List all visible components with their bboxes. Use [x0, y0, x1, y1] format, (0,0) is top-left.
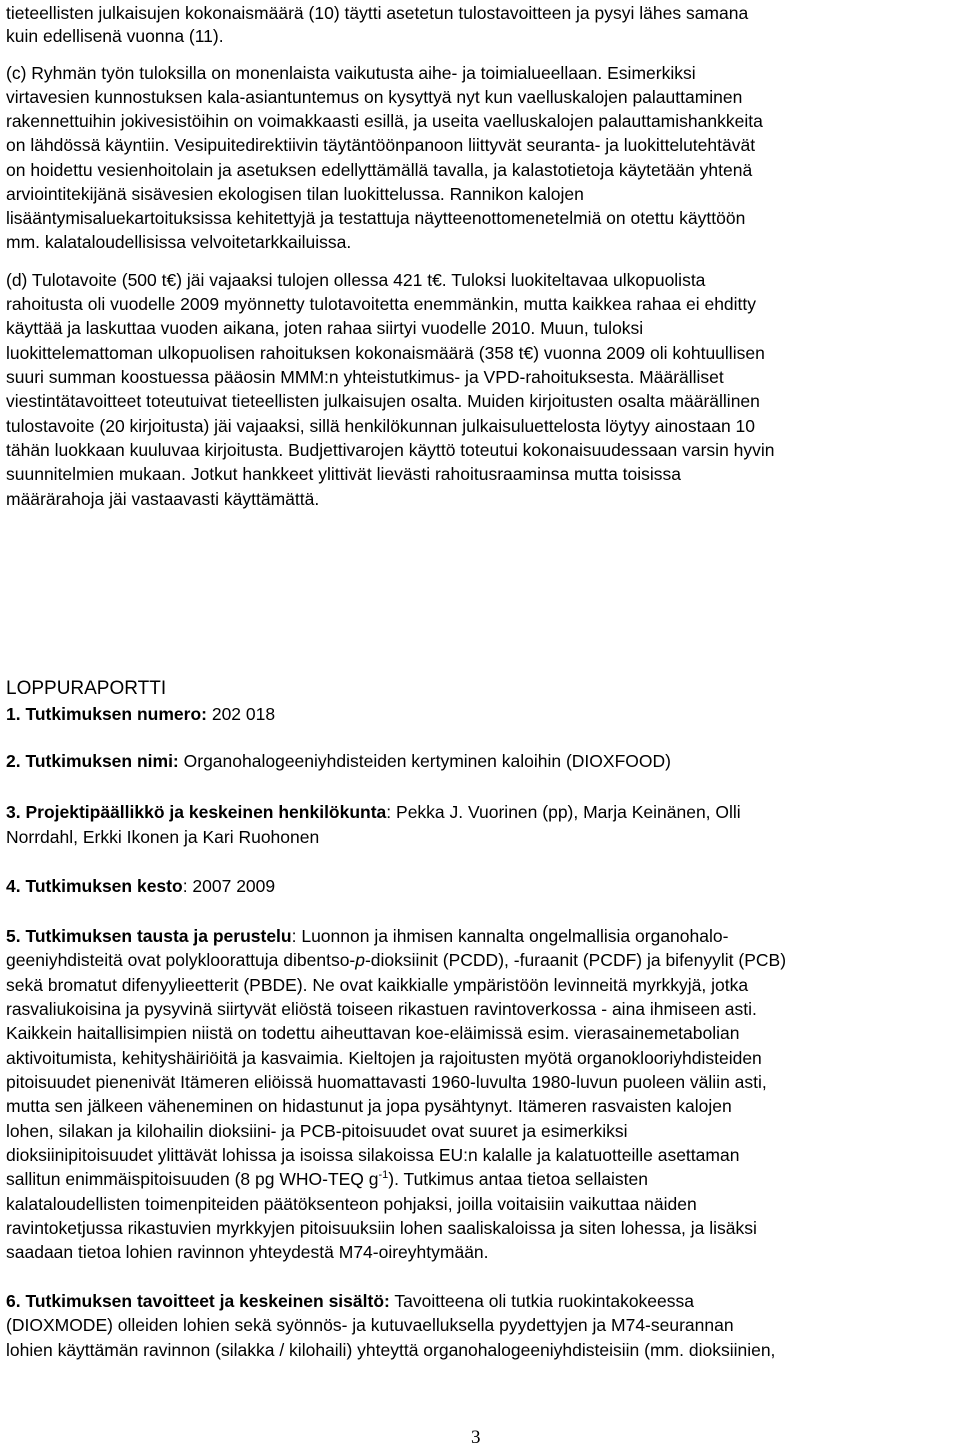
text-line: on hoidettu vesienhoitolain ja asetuksen edellyttämällä tavalla, ja kalastotietoja käytetään yhtenä: [6, 160, 753, 180]
text-line: virtavesien kunnostuksen kala-asiantuntemus on kysyttyä nyt kun vaelluskalojen palauttaminen: [6, 87, 743, 107]
item-4-label: 4. Tutkimuksen kesto: [6, 876, 183, 896]
text-line: lohien käyttämän ravinnon (silakka / kilohaili) yhteyttä organohalogeeniyhdisteisiin (mm. dioksiinien,: [6, 1340, 776, 1360]
text-line: (d) Tulotavoite (500 t€) jäi vajaaksi tulojen ollessa 421 t€. Tuloksi luokiteltavaa ulkopuolista: [6, 270, 706, 290]
text-span: sallitun enimmäispitoisuuden (8 pg WHO-TEQ g: [6, 1169, 379, 1189]
item-5: [6, 924, 728, 949]
text-line: [6, 1167, 648, 1192]
italic-span: p: [355, 950, 365, 970]
text-line: suunnitelmien mukaan. Jotkut hankkeet ylittivät lievästi rahoitusraaminsa mutta toisissa: [6, 464, 682, 484]
text-line: viestintätavoitteet toteutuivat tieteellisten julkaisujen osalta. Muiden kirjoitusten osalta määrällinen: [6, 391, 760, 411]
text-line: mutta sen jälkeen väheneminen on hidastunut ja jopa pysähtynyt. Itämeren rasvaisten kalojen: [6, 1096, 732, 1116]
text-line: aktivoitumista, kehityshäiriöitä ja kasvaimia. Kieltojen ja rajoitusten myötä organoklooriyhdisteiden: [6, 1048, 762, 1068]
item-1-label: 1. Tutkimuksen numero:: [6, 704, 207, 724]
text-span: geeniyhdisteitä ovat polykloorattuja dibentso-: [6, 950, 356, 970]
text-line: dioksiinipitoisuudet ylittävät lohissa ja isoissa silakoissa EU:n kalalle ja kalatuotteille asettaman: [6, 1145, 740, 1165]
text-line: on lähdössä käyntiin. Vesipuitedirektiivin täytäntöönpanoon liittyvät seuranta- ja luokittelutehtävät: [6, 135, 756, 155]
item-3-continuation: Norrdahl, Erkki Ikonen ja Kari Ruohonen: [6, 827, 320, 847]
text-line: (c) Ryhmän työn tuloksilla on monenlaista vaikutusta aihe- ja toimialueellaan. Esimerkiksi: [6, 63, 696, 83]
item-3-label: 3. Projektipäällikkö ja keskeinen henkilökunta: [6, 802, 387, 822]
item-6-text: Tavoitteena oli tutkia ruokintakokeessa: [389, 1291, 695, 1311]
item-1-value: 202 018: [206, 704, 276, 724]
item-2-value: Organohalogeeniyhdisteiden kertyminen kaloihin (DIOXFOOD): [178, 751, 671, 771]
text-line: tähän luokkaan kuuluvaa kirjoitusta. Budjettivarojen käyttö toteutui kokonaisuudessaan varsin hyvin: [6, 440, 775, 460]
item-6: [6, 1289, 694, 1314]
text-line: [6, 948, 786, 973]
text-line: Kaikkein haitallisimpien niistä on todettu aiheuttavan koe-eläimissä esim. vierasainemetabolian: [6, 1023, 740, 1043]
text-line: kalataloudellisten toimenpiteiden päätöksenteon pohjaksi, joilla voitaisiin vaikuttaa näiden: [6, 1194, 697, 1214]
text-span: -dioksiinit (PCDD), -furaanit (PCDF) ja bifenyylit (PCB): [364, 950, 787, 970]
item-2: [6, 749, 671, 774]
text-line: saadaan tietoa lohien ravinnon yhteydestä M74-oireyhtymään.: [6, 1242, 489, 1262]
page-number: 3: [471, 1427, 481, 1448]
item-2-label: 2. Tutkimuksen nimi:: [6, 751, 179, 771]
text-line: lohen, silakan ja kilohailin dioksiini- ja PCB-pitoisuudet ovat suuret ja esimerkiksi: [6, 1121, 628, 1141]
text-line: (DIOXMODE) olleiden lohien sekä syönnös- ja kutuvaelluksella pyydettyjen ja M74-seurannan: [6, 1315, 734, 1335]
item-3: [6, 800, 741, 825]
text-line: arviointitekijänä sisävesien ekologisen tilan luokittelussa. Rannikon kalojen: [6, 184, 584, 204]
text-line: suuri summan koostuessa pääosin MMM:n yhteistutkimus- ja VPD-rahoituksesta. Määrälliset: [6, 367, 724, 387]
text-span: ). Tutkimus antaa tietoa sellaisten: [388, 1169, 649, 1189]
item-6-label: 6. Tutkimuksen tavoitteet ja keskeinen sisältö:: [6, 1291, 390, 1311]
item-5-number: 5.: [6, 926, 26, 946]
text-line: ravintoketjussa rikastuvien myrkkyjen pitoisuuksiin lohen saaliskaloissa ja siten lohessa, ja lisäksi: [6, 1218, 757, 1238]
item-5-label: Tutkimuksen tausta ja perustelu: [25, 926, 292, 946]
superscript: -1: [378, 1169, 389, 1181]
item-5-text: : Luonnon ja ihmisen kannalta ongelmallisia organohalo-: [291, 926, 729, 946]
text-line: rahoitusta oli vuodelle 2009 myönnetty tulotavoitetta enemmänkin, mutta kaikkea rahaa ei ehditty: [6, 294, 757, 314]
text-line: mm. kalataloudellisissa velvoitetarkkailuissa.: [6, 232, 352, 252]
report-title: LOPPURAPORTTI: [6, 678, 167, 699]
item-1: [6, 702, 275, 727]
text-line: tulostavoite (20 kirjoitusta) jäi vajaaksi, sillä henkilökunnan julkaisuluettelosta löytyy ainostaan 10: [6, 416, 756, 436]
item-4: [6, 874, 275, 899]
text-line: luokittelemattoman ulkopuolisen rahoituksen kokonaismäärä (358 t€) vuonna 2009 oli kohtuullisen: [6, 343, 765, 363]
item-4-value: : 2007 2009: [182, 876, 276, 896]
text-line: tieteellisten julkaisujen kokonaismäärä (10) täytti asetetun tulostavoitteen ja pysyi lähes samana: [6, 3, 749, 23]
text-line: määrärahoja jäi vastaavasti käyttämättä.: [6, 489, 320, 509]
item-3-value: : Pekka J. Vuorinen (pp), Marja Keinänen, Olli: [386, 802, 741, 822]
text-line: pitoisuudet pienenivät Itämeren eliöissä huomattavasti 1960-luvulta 1980-luvun puoleen väliin asti,: [6, 1072, 767, 1092]
text-line: rakennettuihin jokivesistöihin on voimakkaasti esillä, ja useita vaelluskalojen palauttamishankkeita: [6, 111, 763, 131]
text-line: kuin edellisenä vuonna (11).: [6, 26, 224, 46]
text-line: käyttää ja laskuttaa vuoden aikana, joten rahaa siirtyi vuodelle 2010. Muun, tuloksi: [6, 318, 644, 338]
text-line: rasvaliukoisina ja pysyvinä siirtyvät eliöstä toiseen rikastuen ravintoverkossa - aina ihmiseen asti.: [6, 999, 757, 1019]
text-line: sekä bromatut difenyylieetterit (PBDE). Ne ovat kaikkialle ympäristöön levinneitä myrkkyjä, jotka: [6, 975, 749, 995]
text-line: lisääntymisaluekartoituksissa kehitettyjä ja testattuja näytteenottomenetelmiä on otettu käyttöön: [6, 208, 746, 228]
